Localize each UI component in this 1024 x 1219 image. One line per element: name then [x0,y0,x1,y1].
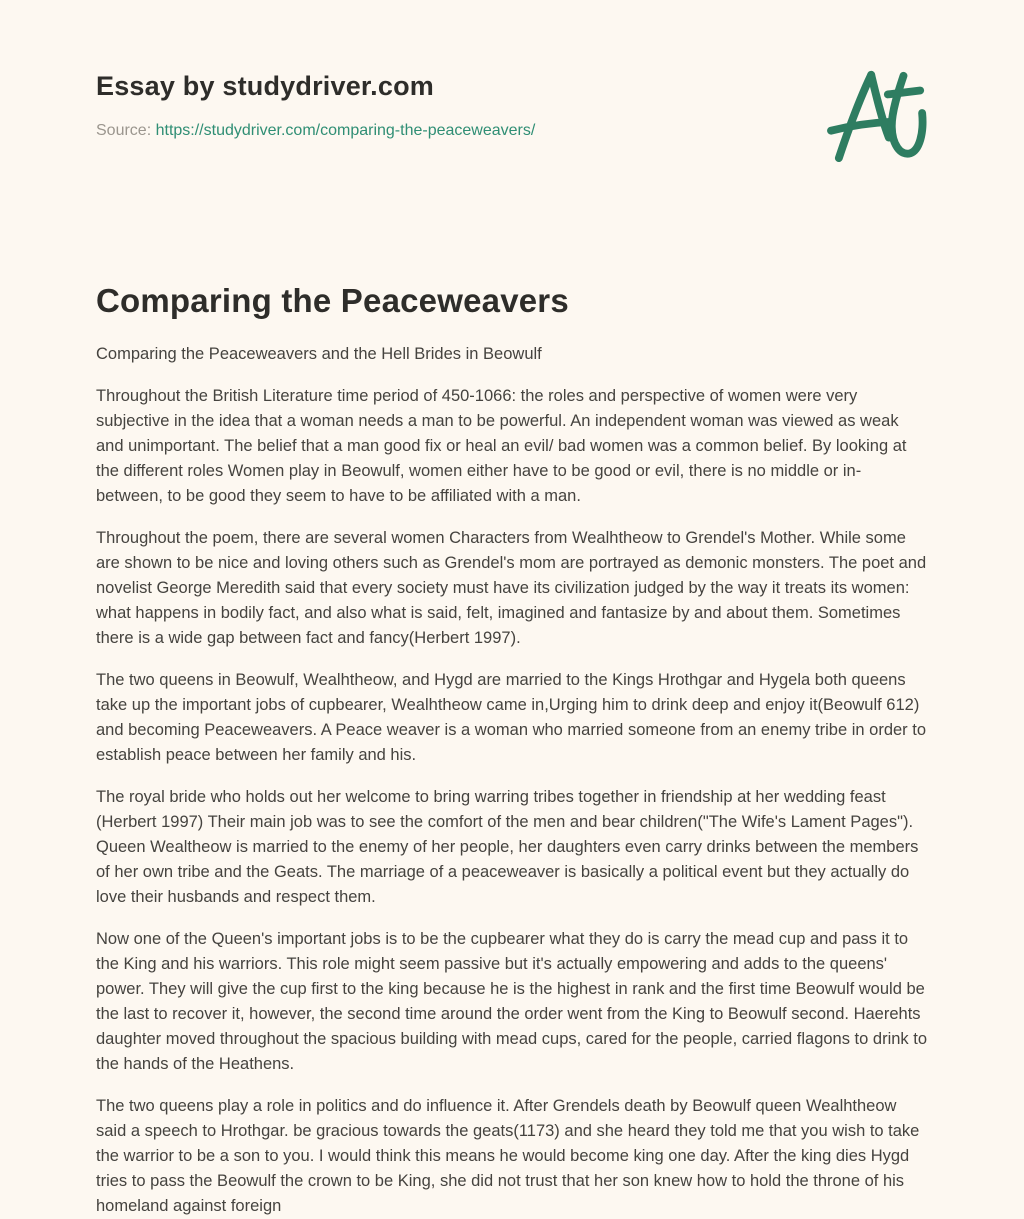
essay-paragraph: The two queens play a role in politics and do influence it. After Grendels death by Beowulf queen Wealhtheow said a speech to Hrothgar. be gracious towards the geats(1173) and she heard they told me that you wish to take the warrior to be a son to you. I would think this means he would become king one day. After the king dies Hygd tries to pass the Beowulf the crown to be King, she did not trust that her son knew how to hold the throne of his homeland against foreign [96,1097,920,1215]
essay-paragraph: The royal bride who holds out her welcome to bring warring tribes together in friendship at her wedding feast (Herbert 1997) Their main job was to see the comfort of the men and bear children("The Wife's Lament Pages"). Queen Wealtheow is married to the enemy of her people, her daughters even carry drinks between the members of her own tribe and the Geats. The marriage of a peaceweaver is basically a political event but they actually do love their husbands and respect them. [96,788,919,906]
essay-paragraph: Now one of the Queen's important jobs is to be the cupbearer what they do is carry the mead cup and pass it to the King and his warriors. This role might seem passive but it's actually empowering and adds to the queens' power. They will give the cup first to the king because he is the highest in rank and the first time Beowulf would be the last to recover it, however, the second time around the order went from the King to Beowulf second. Haerehts daughter moved throughout the spacious building with mead cups, cared for the people, carried flagons to drink to the hands of the Heathens. [96,930,928,1073]
a-plus-logo-icon [824,66,936,164]
header-text-block [96,64,824,141]
essay-paragraph: Throughout the British Literature time period of 450-1066: the roles and perspective of women were very subjective in the idea that a woman needs a man to be powerful. An independent woman was viewed as weak and unimportant. The belief that a man good fix or heal an evil/ bad women was a common belief. By looking at the different roles Women play in Beowulf, women either have to be good or evil, there is no middle or in-between, to be good they seem to have to be affiliated with a man. [96,387,907,505]
source-label: Source: [96,122,152,139]
essay-subtitle: Comparing the Peaceweavers and the Hell Brides in Beowulf [96,345,542,363]
site-header-title: Essay by studydriver.com [96,71,434,101]
essay-title: Comparing the Peaceweavers [96,282,569,319]
source-link[interactable]: https://studydriver.com/comparing-the-peaceweavers/ [155,122,536,139]
page-header [96,64,928,164]
essay-paragraph: Throughout the poem, there are several women Characters from Wealhtheow to Grendel's Mother. While some are shown to be nice and loving others such as Grendel's mom are portrayed as demonic monsters. The poet and novelist George Meredith said that every society must have its civilization judged by the way it treats its women: what happens in bodily fact, and also what is said, felt, imagined and fantasize by and about them. Sometimes there is a wide gap between fact and fancy(Herbert 1997). [96,529,927,647]
source-line [96,121,824,141]
essay-article [96,281,928,1219]
essay-paragraph: The two queens in Beowulf, Wealhtheow, and Hygd are married to the Kings Hrothgar and Hygela both queens take up the important jobs of cupbearer, Wealhtheow came in,Urging him to drink deep and enjoy it(Beowulf 612) and becoming Peaceweavers. A Peace weaver is a woman who married someone from an enemy tribe in order to establish peace between her family and his. [96,671,927,764]
essay-paragraphs [96,384,928,1219]
